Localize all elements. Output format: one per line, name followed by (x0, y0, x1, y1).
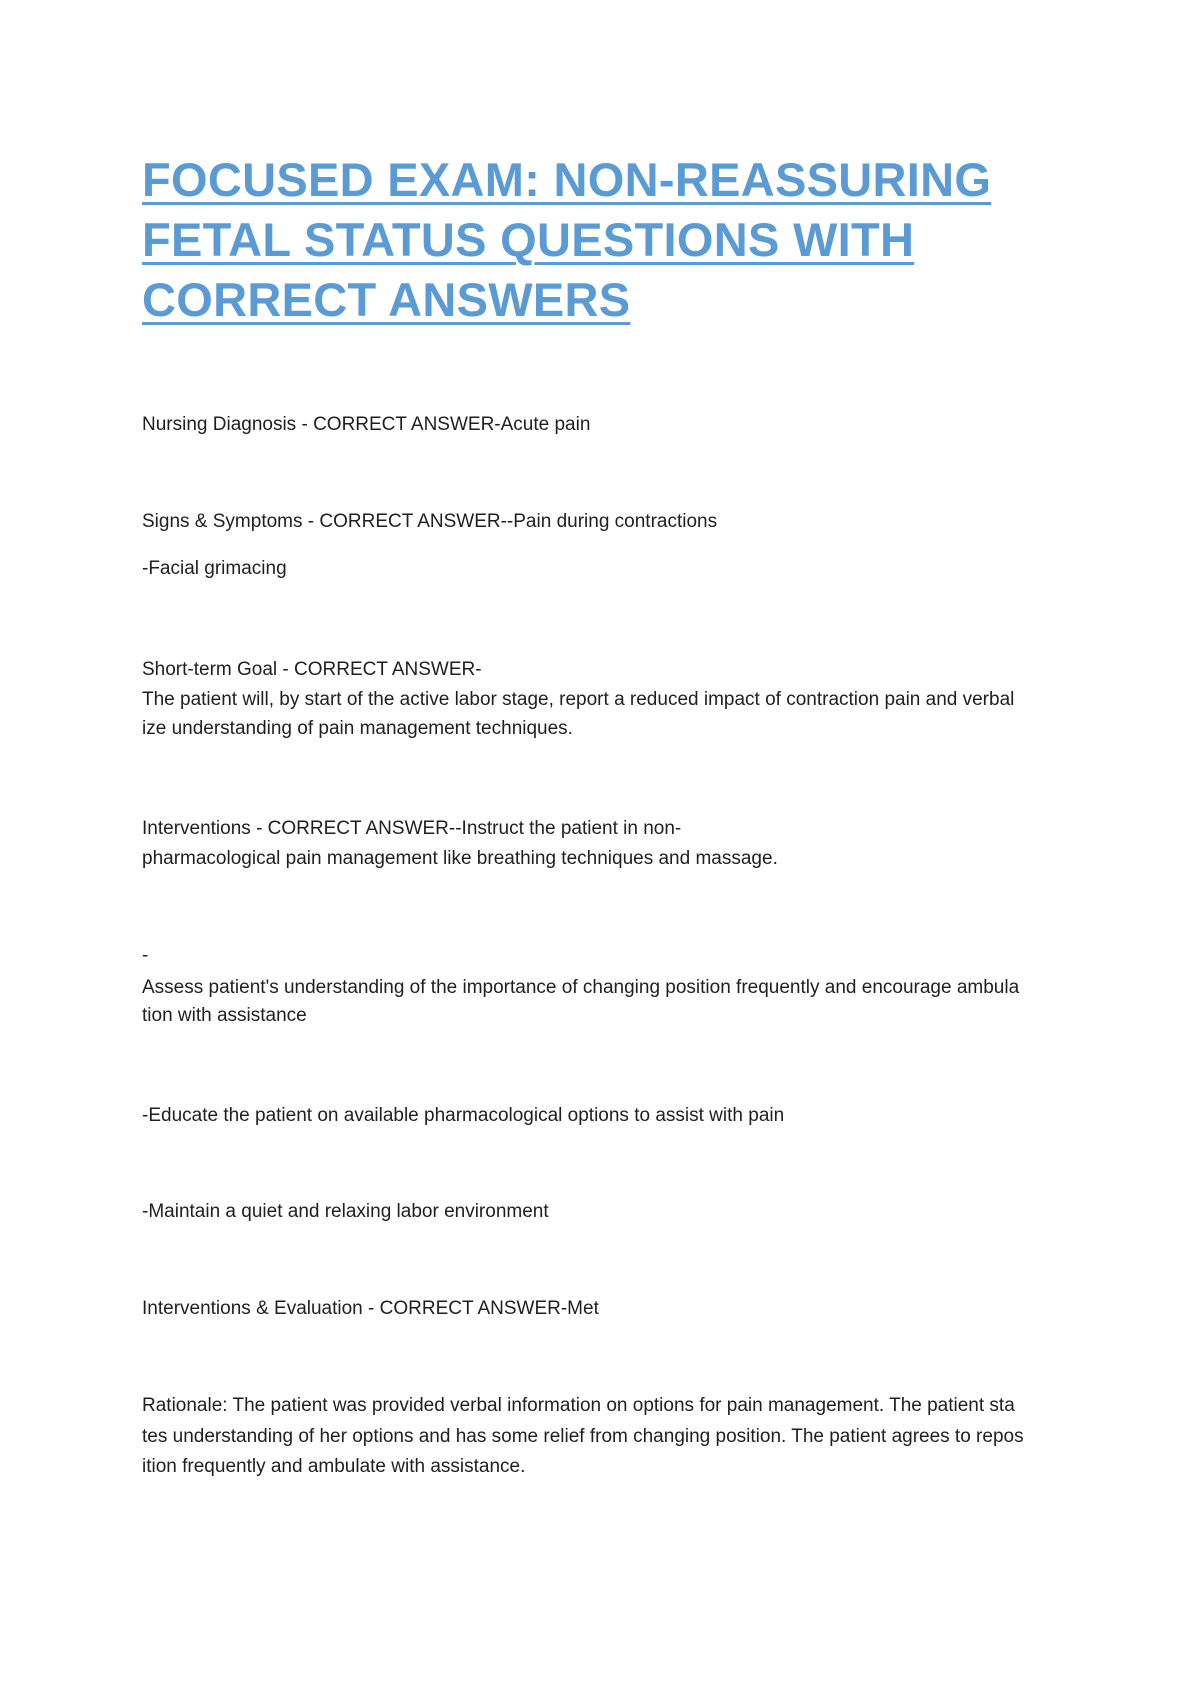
maintain-intervention: -Maintain a quiet and relaxing labor environment (142, 1201, 549, 1222)
signs-symptoms-line-2: -Facial grimacing (142, 558, 287, 579)
assess-line-2: tion with assistance (142, 1005, 307, 1026)
rationale-line-3: ition frequently and ambulate with assistance. (142, 1456, 526, 1477)
title-line-2: FETAL STATUS QUESTIONS WITH (142, 213, 915, 266)
short-term-goal-line-2: ize understanding of pain management techniques. (142, 718, 573, 739)
title-line-3: CORRECT ANSWERS (142, 273, 631, 326)
interventions-evaluation: Interventions & Evaluation - CORRECT ANSWER-Met (142, 1298, 599, 1319)
short-term-goal-line-1: The patient will, by start of the active labor stage, report a reduced impact of contraction pain and verbal (142, 689, 1015, 710)
intervention-dash: - (142, 945, 149, 966)
interventions-line-1: Interventions - CORRECT ANSWER--Instruct the patient in non- (142, 818, 682, 839)
document-title (142, 150, 1072, 330)
rationale-line-2: tes understanding of her options and has some relief from changing position. The patient agrees to repos (142, 1426, 1024, 1447)
educate-intervention: -Educate the patient on available pharmacological options to assist with pain (142, 1105, 785, 1126)
interventions-line-2: pharmacological pain management like breathing techniques and massage. (142, 848, 778, 869)
nursing-diagnosis: Nursing Diagnosis - CORRECT ANSWER-Acute pain (142, 414, 591, 435)
assess-line-1: Assess patient's understanding of the importance of changing position frequently and encourage ambula (142, 977, 1020, 998)
short-term-goal-heading: Short-term Goal - CORRECT ANSWER- (142, 659, 482, 680)
title-line-1: FOCUSED EXAM: NON-REASSURING (142, 153, 992, 206)
rationale-line-1: Rationale: The patient was provided verbal information on options for pain management. The patient sta (142, 1395, 1015, 1416)
signs-symptoms-line-1: Signs & Symptoms - CORRECT ANSWER--Pain during contractions (142, 511, 718, 532)
